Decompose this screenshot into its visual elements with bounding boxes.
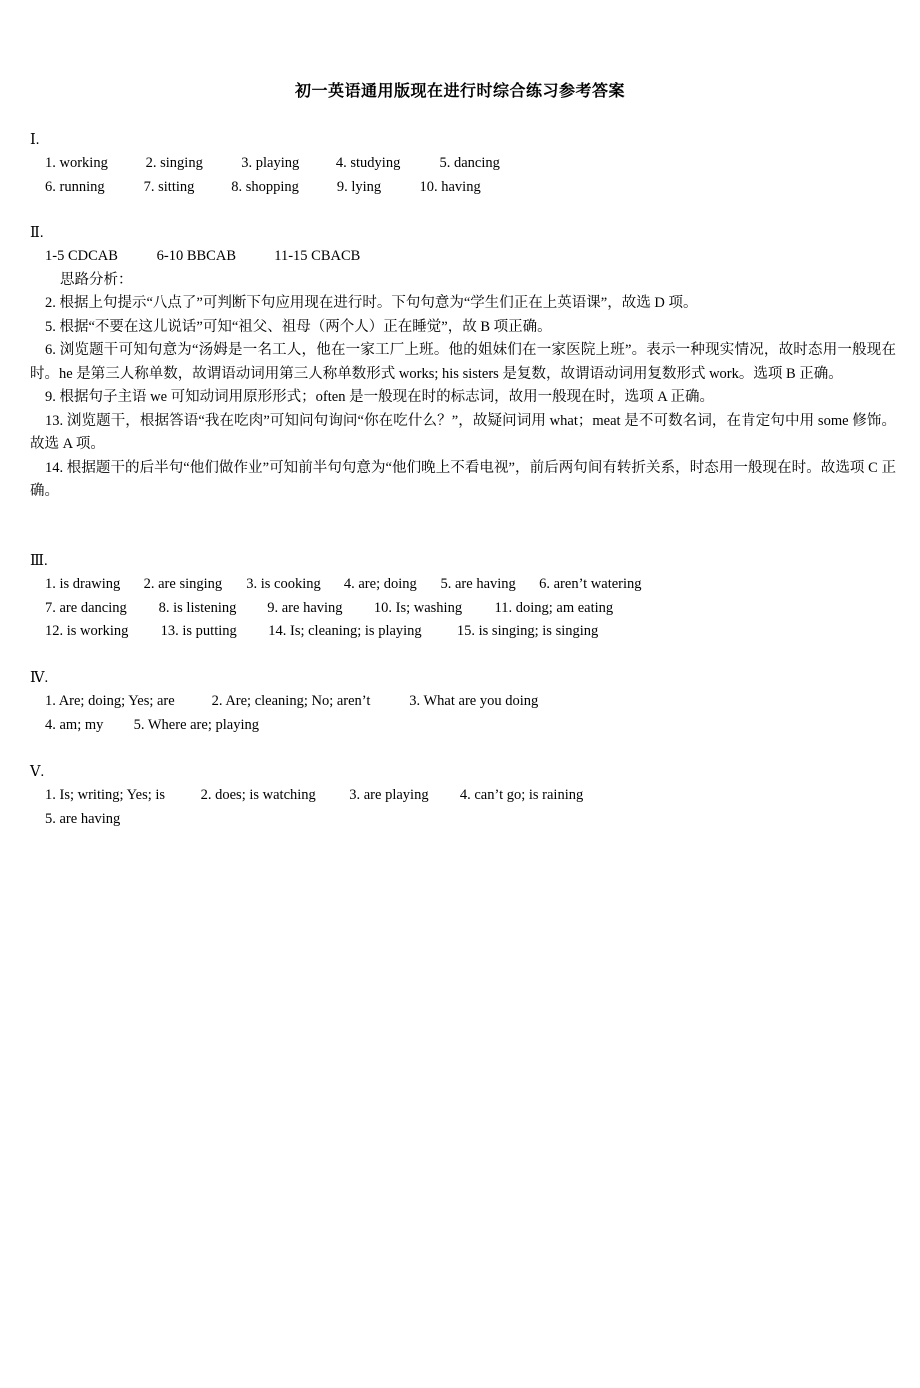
section-4-row-2: [30, 714, 896, 738]
answer-item: 3. are playing: [349, 787, 429, 803]
answer-item: 3. is cooking: [246, 576, 321, 592]
section-3: [30, 550, 896, 644]
answer-item: 5. Where are; playing: [133, 716, 259, 733]
answer-item: 14. Is; cleaning; is playing: [268, 623, 422, 639]
answer-item: 6. running: [45, 178, 105, 195]
section-4: [30, 667, 896, 737]
answer-group: 6-10 BBCAB: [156, 248, 236, 264]
answer-item: 4. can’t go; is raining: [459, 787, 584, 803]
answer-item: 1. working: [45, 155, 108, 171]
analysis-note: 2. 根据上句提示“八点了”可判断下句应用现在进行时。下句句意为“学生们正在上英语课”，故选 D 项。: [45, 295, 698, 311]
section-4-label: Ⅳ.: [30, 670, 49, 686]
section-3-row-3: [30, 620, 896, 644]
section-1-label: Ⅰ.: [30, 132, 40, 148]
answer-item: 2. Are; cleaning; No; aren’t: [211, 693, 371, 709]
answer-item: 5. are having: [45, 810, 121, 827]
section-2-label: Ⅱ.: [30, 225, 44, 241]
answer-item: 5. dancing: [439, 155, 500, 171]
answer-item: 7. are dancing: [45, 599, 127, 616]
answer-item: 3. What are you doing: [409, 693, 539, 709]
section-2: [30, 222, 896, 504]
answer-item: 12. is working: [45, 623, 129, 639]
answer-item: 10. Is; washing: [373, 599, 463, 616]
answer-item: 15. is singing; is singing: [456, 623, 599, 639]
answer-group: 11-15 CBACB: [274, 248, 361, 264]
analysis-note: 5. 根据“不要在这儿说话”可知“祖父、祖母（两个人）正在睡觉”，故 B 项正确。: [45, 318, 552, 335]
answer-item: 6. aren’t watering: [539, 576, 642, 592]
section-4-row-1: [30, 690, 896, 714]
answer-item: 2. singing: [145, 155, 203, 171]
section-1: [30, 129, 896, 199]
section-5-row-1: [30, 784, 896, 808]
section-5: [30, 761, 896, 831]
answer-item: 8. is listening: [158, 599, 237, 616]
answer-item: 1. Is; writing; Yes; is: [45, 787, 166, 803]
section-2-answers: [30, 245, 896, 269]
answer-item: 13. is putting: [160, 623, 237, 639]
section-1-row-2: [30, 176, 896, 200]
answer-item: 4. studying: [335, 155, 401, 171]
answer-item: 1. is drawing: [45, 576, 121, 592]
answer-item: 3. playing: [241, 155, 300, 171]
section-3-row-2: [30, 597, 896, 621]
answer-item: 7. sitting: [143, 178, 195, 195]
answer-item: 8. shopping: [231, 178, 299, 195]
answer-item: 2. are singing: [143, 576, 223, 592]
analysis-note: 9. 根据句子主语 we 可知动词用原形形式；often 是一般现在时的标志词，故用一般现在时，选项 A 正确。: [45, 389, 714, 405]
answer-item: 10. having: [419, 178, 481, 195]
section-3-row-1: [30, 573, 896, 597]
answer-item: 4. am; my: [45, 716, 104, 733]
answer-item: 9. are having: [267, 599, 343, 616]
analysis-note: 6. 浏览题干可知句意为“汤姆是一名工人，他在一家工厂上班。他的姐妹们在一家医院上班”。表示一种现实情况，故时态用一般现在时。he 是第三人称单数，故谓语动词用第三人称单数形式 works; his sisters 是复数，故谓语动词用复数形式 work。选项 B 正确。: [30, 342, 896, 382]
answer-item: 11. doing; am eating: [494, 599, 614, 616]
answer-item: 5. are having: [440, 576, 516, 592]
answer-item: 2. does; is watching: [200, 787, 316, 803]
analysis-note: 13. 浏览题干，根据答语“我在吃肉”可知问句询问“你在吃什么？”，故疑问词用 what；meat 是不可数名词，在肯定句中用 some 修饰。故选 A 项。: [30, 412, 896, 452]
section-3-label: Ⅲ.: [30, 553, 48, 569]
analysis-label: 思路分析：: [60, 271, 133, 288]
analysis-note: 14. 根据题干的后半句“他们做作业”可知前半句句意为“他们晚上不看电视”，前后两句间有转折关系，时态用一般现在时。故选项 C 正确。: [30, 459, 896, 499]
answer-item: 9. lying: [336, 178, 382, 195]
answer-group: 1-5 CDCAB: [45, 248, 118, 264]
section-5-row-2: [30, 808, 896, 832]
page-title: 初一英语通用版现在进行时综合练习参考答案: [294, 83, 625, 100]
section-5-label: Ⅴ.: [30, 764, 45, 780]
answer-item: 1. Are; doing; Yes; are: [45, 693, 175, 709]
section-1-row-1: [30, 152, 896, 176]
answer-item: 4. are; doing: [343, 576, 417, 592]
